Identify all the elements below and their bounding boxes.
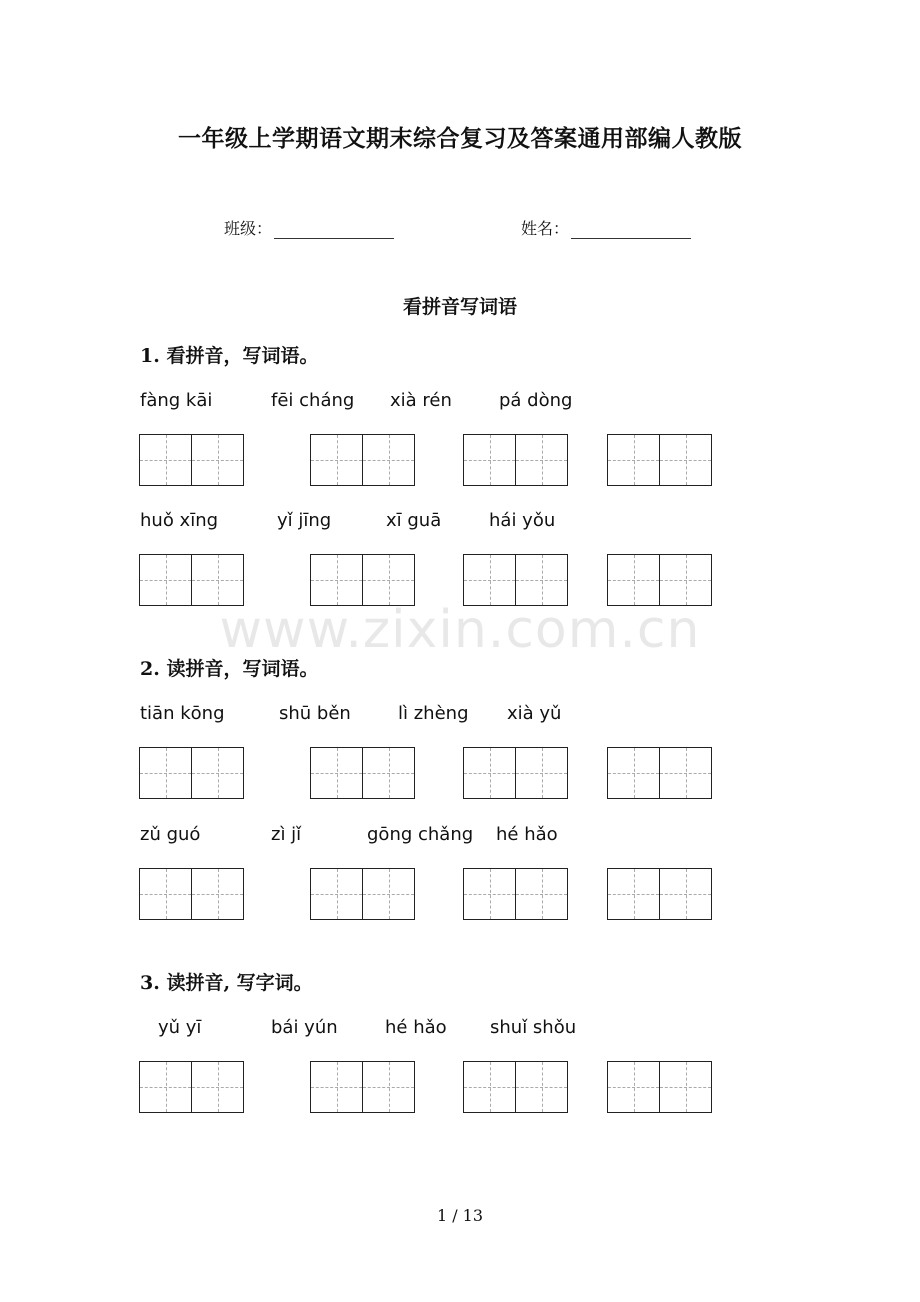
writing-box[interactable] (463, 434, 568, 486)
writing-box[interactable] (463, 554, 568, 606)
writing-cell[interactable] (464, 748, 515, 798)
writing-cell[interactable] (362, 1062, 414, 1112)
pinyin-label: bái yún (271, 1017, 338, 1038)
pinyin-label: lì zhèng (398, 703, 469, 724)
writing-cell[interactable] (191, 1062, 243, 1112)
writing-box[interactable] (139, 747, 244, 799)
writing-box[interactable] (607, 554, 712, 606)
question-title: 1. 看拼音，写词语。 (140, 345, 319, 367)
writing-cell[interactable] (515, 435, 567, 485)
document-title: 一年级上学期语文期末综合复习及答案通用部编人教版 (178, 125, 742, 152)
writing-box[interactable] (607, 1061, 712, 1113)
writing-cell[interactable] (659, 435, 711, 485)
writing-cell[interactable] (311, 748, 362, 798)
writing-box[interactable] (310, 747, 415, 799)
writing-cell[interactable] (311, 869, 362, 919)
writing-cell[interactable] (362, 555, 414, 605)
pinyin-label: gōng chǎng (367, 824, 474, 845)
question-title: 3. 读拼音, 写字词。 (140, 972, 313, 994)
writing-cell[interactable] (311, 1062, 362, 1112)
writing-box[interactable] (463, 747, 568, 799)
writing-box[interactable] (139, 868, 244, 920)
page-number: 1 / 13 (436, 1206, 484, 1225)
writing-box[interactable] (310, 868, 415, 920)
writing-cell[interactable] (191, 555, 243, 605)
writing-cell[interactable] (608, 869, 659, 919)
writing-cell[interactable] (659, 1062, 711, 1112)
pinyin-label: xī guā (386, 510, 442, 531)
writing-cell[interactable] (464, 869, 515, 919)
writing-cell[interactable] (515, 1062, 567, 1112)
writing-cell[interactable] (464, 555, 515, 605)
pinyin-label: hé hǎo (496, 824, 558, 845)
class-field (224, 216, 394, 239)
writing-cell[interactable] (608, 748, 659, 798)
writing-cell[interactable] (464, 1062, 515, 1112)
pinyin-label: yǔ yī (158, 1017, 202, 1038)
pinyin-label: xià yǔ (507, 703, 562, 724)
pinyin-label: huǒ xīng (140, 510, 219, 531)
writing-cell[interactable] (362, 435, 414, 485)
writing-cell[interactable] (515, 748, 567, 798)
pinyin-label: xià rén (390, 390, 452, 411)
pinyin-label: hé hǎo (385, 1017, 447, 1038)
name-label: 姓名： (521, 219, 570, 238)
writing-cell[interactable] (311, 435, 362, 485)
writing-cell[interactable] (311, 555, 362, 605)
writing-cell[interactable] (608, 555, 659, 605)
writing-cell[interactable] (515, 869, 567, 919)
pinyin-label: zǔ guó (140, 824, 201, 845)
name-field (521, 216, 691, 239)
writing-cell[interactable] (140, 1062, 191, 1112)
writing-cell[interactable] (140, 869, 191, 919)
writing-box[interactable] (463, 1061, 568, 1113)
writing-cell[interactable] (140, 748, 191, 798)
writing-cell[interactable] (464, 435, 515, 485)
writing-cell[interactable] (659, 555, 711, 605)
writing-box[interactable] (139, 1061, 244, 1113)
pinyin-label: fàng kāi (140, 390, 213, 411)
writing-box[interactable] (310, 554, 415, 606)
writing-box[interactable] (463, 868, 568, 920)
watermark: www.zixin.com.cn (219, 600, 701, 660)
pinyin-label: shuǐ shǒu (490, 1017, 577, 1038)
pinyin-label: shū běn (279, 703, 351, 724)
writing-box[interactable] (607, 868, 712, 920)
writing-box[interactable] (310, 1061, 415, 1113)
pinyin-label: pá dòng (499, 390, 573, 411)
pinyin-label: fēi cháng (271, 390, 355, 411)
writing-cell[interactable] (191, 748, 243, 798)
writing-cell[interactable] (608, 1062, 659, 1112)
question-title: 2. 读拼音，写词语。 (140, 658, 319, 680)
writing-cell[interactable] (515, 555, 567, 605)
writing-box[interactable] (139, 554, 244, 606)
pinyin-label: tiān kōng (140, 703, 225, 724)
class-blank-line (274, 222, 394, 239)
writing-box[interactable] (607, 747, 712, 799)
writing-cell[interactable] (140, 435, 191, 485)
class-label: 班级： (224, 219, 273, 238)
pinyin-label: yǐ jīng (277, 510, 332, 531)
writing-box[interactable] (607, 434, 712, 486)
name-blank-line (571, 222, 691, 239)
writing-cell[interactable] (140, 555, 191, 605)
writing-cell[interactable] (191, 435, 243, 485)
pinyin-label: zì jǐ (271, 824, 302, 845)
section-heading: 看拼音写词语 (402, 296, 517, 318)
writing-cell[interactable] (191, 869, 243, 919)
writing-box[interactable] (139, 434, 244, 486)
writing-cell[interactable] (608, 435, 659, 485)
pinyin-label: hái yǒu (489, 510, 556, 531)
writing-box[interactable] (310, 434, 415, 486)
writing-cell[interactable] (362, 869, 414, 919)
writing-cell[interactable] (659, 748, 711, 798)
writing-cell[interactable] (362, 748, 414, 798)
writing-cell[interactable] (659, 869, 711, 919)
